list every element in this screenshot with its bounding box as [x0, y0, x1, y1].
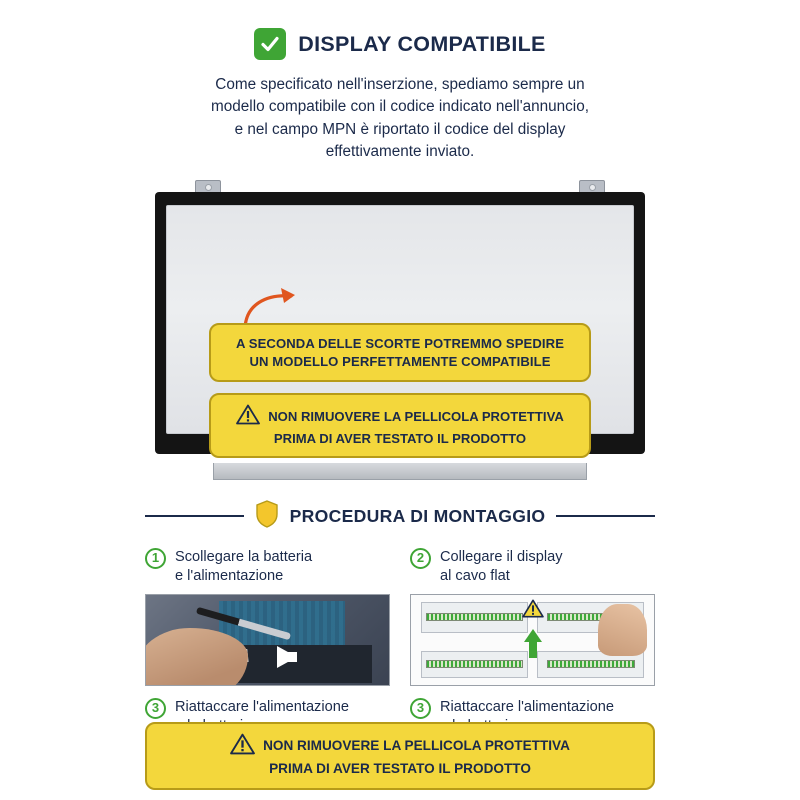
header	[145, 28, 655, 60]
procedure-header	[145, 500, 655, 533]
procedure-title: PROCEDURA DI MONTAGGIO	[289, 505, 546, 526]
step-3-right-line-1: Riattaccare l'alimentazione	[440, 699, 614, 716]
step-2-number: 2	[410, 548, 431, 569]
footer-warning-line-1: NON RIMUOVERE LA PELLICOLA PROTETTIVA	[263, 738, 570, 753]
footer-warning-line-2: PRIMA DI AVER TESTATO IL PRODOTTO	[269, 761, 531, 777]
lcd-screen-surface	[166, 205, 634, 446]
finger-shape	[598, 604, 647, 656]
step-2-text	[440, 547, 563, 585]
intro-paragraph	[165, 74, 635, 164]
shield-icon	[255, 500, 279, 533]
lcd-panel	[155, 192, 645, 454]
step-3-right-number: 3	[410, 698, 431, 719]
lcd-panel-foot	[213, 463, 587, 480]
intro-line-1: Come specificato nell'inserzione, spediamo sempre un	[215, 76, 585, 93]
film-warning-line-1: NON RIMUOVERE LA PELLICOLA PROTETTIVA	[268, 408, 564, 424]
display-illustration	[155, 180, 645, 480]
step-2-label	[410, 547, 655, 585]
step-3-left-number: 3	[145, 698, 166, 719]
flat-cable-top-left	[426, 613, 523, 621]
step-3-left-line-1: Riattaccare l'alimentazione	[175, 699, 349, 716]
check-icon	[254, 28, 286, 60]
step-1-label	[145, 547, 390, 585]
warning-triangle-icon-small	[522, 599, 544, 623]
laptop-internals-photo	[145, 594, 390, 686]
intro-line-2: modello compatibile con il codice indicato nell'annuncio,	[211, 98, 589, 116]
divider-left	[145, 515, 244, 517]
battery-shape	[226, 645, 372, 683]
warning-triangle-icon-footer	[230, 733, 255, 761]
step-2-line-1: Collegare il display	[440, 548, 563, 565]
step-1-text	[175, 547, 312, 585]
step-2	[410, 547, 655, 686]
procedure-steps-row-1	[145, 547, 655, 686]
protective-film-warning-box	[209, 393, 591, 458]
hand-shape	[145, 628, 248, 687]
green-up-arrow-icon	[524, 629, 542, 642]
step-1	[145, 547, 390, 686]
intro-line-4: effettivamente inviato.	[325, 143, 475, 161]
divider-right	[556, 515, 655, 517]
page-title: DISPLAY COMPATIBILE	[298, 31, 546, 56]
right-margin	[655, 0, 800, 800]
flat-cable-connector-photo	[410, 594, 655, 686]
left-margin	[0, 0, 145, 800]
flat-cable-bottom-right	[547, 660, 634, 668]
step-1-number: 1	[145, 548, 166, 569]
stock-notice-line-1: A SECONDA DELLE SCORTE POTREMMO SPEDIRE	[235, 335, 565, 351]
stock-notice-box	[209, 323, 591, 382]
stock-notice-line-2: UN MODELLO PERFETTAMENTE COMPATIBILE	[249, 353, 551, 369]
intro-line-3: e nel campo MPN è riportato il codice del display	[234, 120, 566, 138]
flat-cable-bottom-left	[426, 660, 523, 668]
white-arrow-icon	[277, 646, 297, 668]
film-warning-line-2: PRIMA DI AVER TESTATO IL PRODOTTO	[273, 430, 527, 446]
footer-warning-box	[145, 722, 655, 791]
step-1-line-2: e l'alimentazione	[175, 567, 284, 584]
warning-triangle-icon	[236, 404, 260, 430]
step-2-line-2: al cavo flat	[440, 567, 510, 584]
step-1-line-1: Scollegare la batteria	[175, 548, 313, 565]
